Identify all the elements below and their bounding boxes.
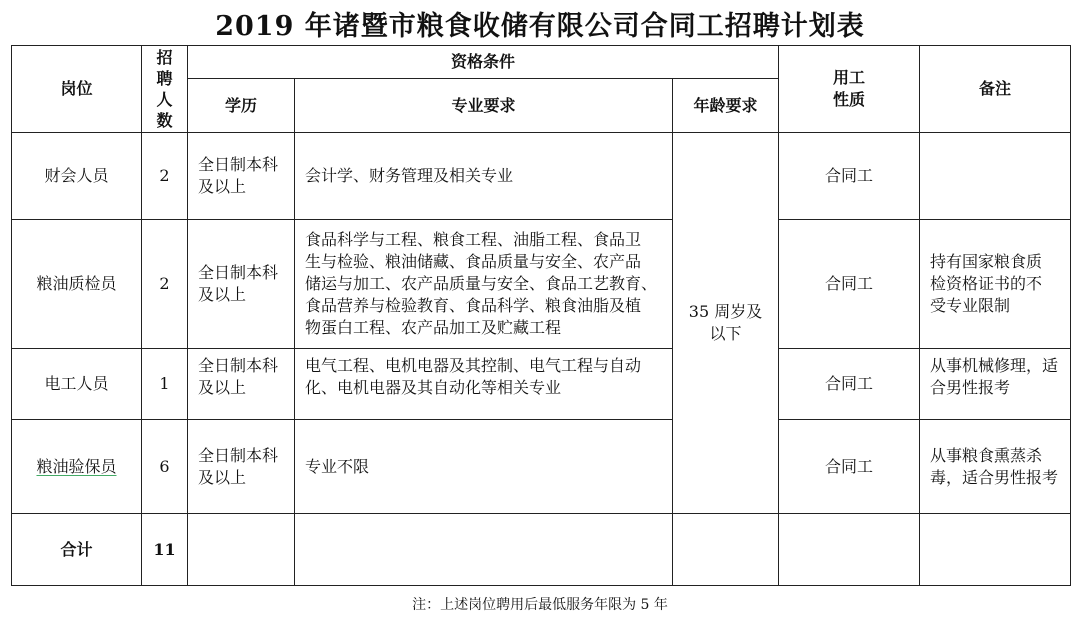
header-position: 岗位 xyxy=(12,46,142,133)
type-cell: 合同工 xyxy=(779,133,920,220)
remark-cell xyxy=(920,133,1071,220)
education-cell: 全日制本科 及以上 xyxy=(188,133,295,220)
header-remarks: 备注 xyxy=(920,46,1071,133)
header-employment-type: 用工 性质 xyxy=(779,46,920,133)
education-cell: 全日制本科 及以上 xyxy=(188,349,295,420)
type-cell: 合同工 xyxy=(779,220,920,349)
count-cell: 2 xyxy=(142,220,188,349)
table-row xyxy=(12,420,1071,514)
total-label: 合计 xyxy=(12,514,142,586)
type-cell: 合同工 xyxy=(779,349,920,420)
table-row xyxy=(12,220,1071,349)
empty-cell xyxy=(673,514,779,586)
total-count: 11 xyxy=(142,514,188,586)
major-cell: 食品科学与工程、粮食工程、油脂工程、食品卫 生与检验、粮油储藏、食品质量与安全、农产品 储运与加工、农产品质量与安全、食品工艺教育、 食品营养与检验教育、食品科学、粮食油脂及植 物蛋白工程、农产品加工及贮藏工程 xyxy=(295,220,673,349)
type-cell: 合同工 xyxy=(779,420,920,514)
position-cell: 粮油质检员 xyxy=(12,220,142,349)
page-title: 2019 年诸暨市粮食收储有限公司合同工招聘计划表 xyxy=(215,11,865,42)
position-cell: 粮油验保员 xyxy=(12,420,142,514)
header-row-1 xyxy=(12,46,1071,79)
position-cell: 财会人员 xyxy=(12,133,142,220)
empty-cell xyxy=(920,514,1071,586)
header-age: 年龄要求 xyxy=(673,79,779,133)
education-cell: 全日制本科 及以上 xyxy=(188,420,295,514)
header-education: 学历 xyxy=(188,79,295,133)
empty-cell xyxy=(188,514,295,586)
major-cell: 专业不限 xyxy=(295,420,673,514)
footnote: 注：上述岗位聘用后最低服务年限为 5 年 xyxy=(412,597,668,613)
count-cell: 1 xyxy=(142,349,188,420)
header-qualifications: 资格条件 xyxy=(188,46,779,79)
total-row xyxy=(12,514,1071,586)
major-cell: 电气工程、电机电器及其控制、电气工程与自动 化、电机电器及其自动化等相关专业 xyxy=(295,349,673,420)
count-cell: 6 xyxy=(142,420,188,514)
table-row xyxy=(12,349,1071,420)
table-row xyxy=(12,133,1071,220)
remark-cell: 从事粮食熏蒸杀 毒，适合男性报考 xyxy=(920,420,1071,514)
age-requirement-cell: 35 周岁及 以下 xyxy=(673,133,779,514)
header-major: 专业要求 xyxy=(295,79,673,133)
remark-cell: 从事机械修理，适 合男性报考 xyxy=(920,349,1071,420)
count-cell: 2 xyxy=(142,133,188,220)
education-cell: 全日制本科 及以上 xyxy=(188,220,295,349)
empty-cell xyxy=(295,514,673,586)
remark-cell: 持有国家粮食质 检资格证书的不 受专业限制 xyxy=(920,220,1071,349)
recruitment-table xyxy=(11,45,1071,586)
header-headcount: 招 聘 人 数 xyxy=(142,46,188,133)
position-cell: 电工人员 xyxy=(12,349,142,420)
empty-cell xyxy=(779,514,920,586)
major-cell: 会计学、财务管理及相关专业 xyxy=(295,133,673,220)
